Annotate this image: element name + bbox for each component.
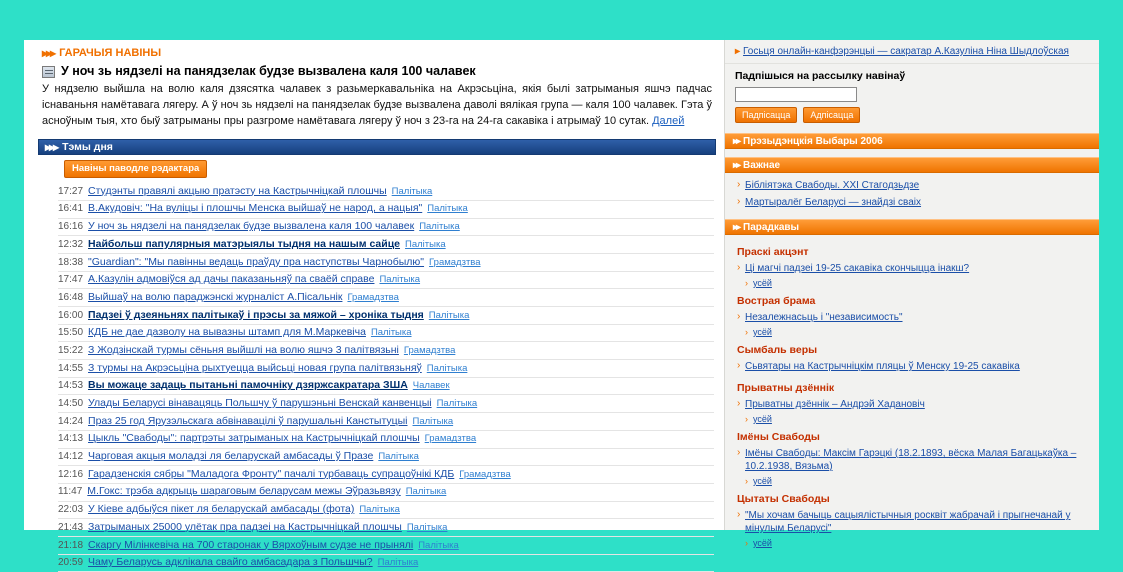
advice-block-title: Цытаты Свабоды xyxy=(737,493,830,505)
subscribe-title: Падпішыся на рассылку навінаў xyxy=(735,70,906,82)
news-time: 15:50 xyxy=(58,327,84,339)
section-bar-important-label: Важнае xyxy=(743,159,781,171)
news-title-link[interactable]: З Жодзінскай турмы сёньня выйшлі на волю яшчэ 3 палітвязьні xyxy=(88,343,399,356)
news-title-link[interactable]: Выйшаў на волю параджэнскі журналіст А.Пісальнік xyxy=(88,290,343,303)
tab-editor-news[interactable]: Навіны паводле рэдактара xyxy=(64,160,207,178)
news-title-link[interactable]: Затрыманых 25000 улётак пра падзеі на Кастрычніцкай плошчы xyxy=(88,520,402,533)
news-category-link[interactable]: Палітыка xyxy=(427,203,468,215)
news-title-link[interactable]: М.Гокс: трэба адкрыць шараговым беларусам межы Эўразьвязу xyxy=(87,485,401,498)
news-category-link[interactable]: Палітыка xyxy=(412,415,454,427)
news-time: 14:55 xyxy=(58,362,84,374)
news-time: 16:48 xyxy=(58,291,84,303)
advice-blocks xyxy=(725,235,1099,554)
news-time: 17:27 xyxy=(58,185,84,197)
news-row xyxy=(58,466,714,484)
news-category-link[interactable]: Палітыка xyxy=(405,486,447,498)
news-category-link[interactable]: Палітыка xyxy=(377,557,419,569)
news-title-link[interactable]: Студэнты правялі акцыю пратэсту на Кастрычніцкай плошчы xyxy=(88,184,387,197)
news-category-link[interactable]: Палітыка xyxy=(436,398,478,410)
news-row xyxy=(58,289,714,307)
news-category-link[interactable]: Палітыка xyxy=(378,451,419,463)
news-title-link[interactable]: Найбольш папулярныя матэрыялы тыдня на нашым сайце xyxy=(88,237,401,250)
online-conference-row xyxy=(725,40,1099,64)
advice-block-title: Прыватны дзённік xyxy=(737,382,835,394)
news-time: 21:43 xyxy=(58,521,84,533)
section-bar-elections xyxy=(725,133,1099,149)
news-list xyxy=(24,183,724,572)
lead-body xyxy=(24,78,724,135)
important-link[interactable]: › Мартыралёг Беларусі — знайдзі сваіх xyxy=(737,194,1089,211)
chevron-right-icon: ▸▸▸ xyxy=(42,46,55,60)
news-title-link[interactable]: Чарговая акцыя моладзі ля беларускай амбасады ў Празе xyxy=(88,450,374,463)
news-category-link[interactable]: Палітыка xyxy=(428,309,470,321)
news-category-link[interactable]: Палітыка xyxy=(406,521,448,533)
advice-block-more-link[interactable]: › усёй xyxy=(737,414,1089,424)
news-time: 14:24 xyxy=(58,415,84,427)
news-time: 18:38 xyxy=(58,256,84,268)
news-time: 11:47 xyxy=(58,486,83,498)
lead-story-header xyxy=(24,62,724,78)
news-time: 14:50 xyxy=(58,398,84,410)
advice-block-link[interactable]: › Незалежнасьць і "независимость" xyxy=(737,309,1089,326)
news-row xyxy=(58,484,714,502)
advice-block-more-link[interactable]: › усёй xyxy=(737,476,1089,486)
online-conference-link[interactable]: Госьця онлайн-канфэрэнцыі — сакратар А.Казуліна Ніна Шыдлоўская xyxy=(743,46,1069,57)
news-title-link[interactable]: Вы можаце задаць пытаньні памочніку дзяржсакратара ЗША xyxy=(88,379,408,392)
news-title-link[interactable]: У ноч зь нядзелі на панядзелак будзе вызвалена каля 100 чалавек xyxy=(88,220,415,233)
news-category-link[interactable]: Палітыка xyxy=(419,221,460,233)
news-row xyxy=(58,342,714,360)
advice-block-link[interactable]: › Імёны Свабоды: Максім Гарэцкі (18.2.1893, вёска Малая Багацькаўка – 10.2.1938, Вязьма) xyxy=(737,445,1089,475)
news-row xyxy=(58,360,714,378)
news-category-link[interactable]: Палітыка xyxy=(359,504,400,516)
news-time: 14:12 xyxy=(58,451,84,463)
advice-block-link[interactable]: › "Мы хочам бачыць сацыялістычныя росквіт жабрачай і прыгнечанай у мінулым Беларусі" xyxy=(737,507,1089,537)
news-title-link[interactable]: КДБ не дае дазволу на вывазны штамп для М.Маркевіча xyxy=(88,326,366,339)
advice-block-title: Сымбаль веры xyxy=(737,344,818,356)
news-category-link[interactable]: Палітыка xyxy=(426,362,468,374)
news-row xyxy=(58,325,714,343)
news-row xyxy=(58,307,714,325)
main-content-column xyxy=(24,40,724,569)
news-time: 17:47 xyxy=(58,274,84,286)
news-title-link[interactable]: Чаму Беларусь адклікала свайго амбасадара з Польшчы? xyxy=(88,556,373,569)
chevron-right-icon: ▸▸ xyxy=(733,135,740,147)
news-category-link[interactable]: Грамадзтва xyxy=(347,291,399,303)
section-title: Тэмы дня xyxy=(62,141,113,154)
chevron-right-icon: ▸▸ xyxy=(733,159,740,171)
lead-headline: У ноч зь нядзелі на панядзелак будзе вызвалена каля 100 чалавек xyxy=(61,64,476,78)
chevron-right-icon: ▸▸▸ xyxy=(45,140,58,155)
news-title-link[interactable]: В.Акудовіч: "На вуліцы і плошчы Менска выйшаў не народ, а нацыя" xyxy=(88,202,423,215)
advice-block-title: Вострая брама xyxy=(737,295,816,307)
news-category-link[interactable]: Палітыка xyxy=(379,274,421,286)
news-title-link[interactable]: А.Казулін адмовіўся ад дачы паказаньняў па сваёй справе xyxy=(88,273,375,286)
news-row xyxy=(58,272,714,290)
news-title-link[interactable]: У Кіеве адбыўся пікет ля беларускай амбасады (фота) xyxy=(88,503,355,516)
news-title-link[interactable]: З турмы на Акрэсьціна рыхтуецца выйсьці новая група палітвязьняў xyxy=(88,361,422,374)
news-time: 15:22 xyxy=(58,344,84,356)
section-bar-elections-label: Прэзыдэнцкія Выбары 2006 xyxy=(743,135,883,147)
advice-block-link[interactable]: › Ці магчі падзеі 19-25 сакавіка скончыцца інакш? xyxy=(737,260,1089,277)
hot-news-header xyxy=(24,40,724,62)
page-container xyxy=(24,40,1099,569)
news-title-link[interactable]: Падзеі ў дзеяньнях палітыкаў і прэсы за мяжой – хроніка тыдня xyxy=(88,308,424,321)
news-title-link[interactable]: Гарадзенскія сябры "Маладога Фронту" пачалі турбаваць супрацоўнікі КДБ xyxy=(88,467,455,480)
lead-more-link[interactable]: Далей xyxy=(652,114,685,127)
news-category-link[interactable]: Палітыка xyxy=(370,327,412,339)
sidebar-column xyxy=(724,40,1099,548)
news-time: 16:16 xyxy=(58,221,84,233)
news-category-link[interactable]: Грамадзтва xyxy=(424,433,477,445)
news-time: 12:32 xyxy=(58,238,84,250)
news-title-link[interactable]: Цыкль "Свабоды": партрэты затрыманых на Кастрычніцкай плошчы xyxy=(88,432,420,445)
section-bar-topics xyxy=(38,139,716,155)
news-title-link[interactable]: Улады Беларусі вінавацяць Польшчу ў парушэньні Венскай канвенцыі xyxy=(88,397,432,410)
news-row xyxy=(58,236,714,254)
news-row xyxy=(58,201,714,219)
news-category-link[interactable]: Грамадзтва xyxy=(429,256,481,268)
news-row xyxy=(58,378,714,396)
advice-block-more-link[interactable]: › усёй xyxy=(737,278,1089,288)
chevron-right-icon: ▸ xyxy=(735,46,739,57)
news-time: 14:53 xyxy=(58,380,84,392)
news-time: 12:16 xyxy=(58,468,84,480)
chevron-right-icon: ▸▸ xyxy=(733,221,740,233)
subscribe-email-input[interactable] xyxy=(735,87,857,102)
news-row xyxy=(58,413,714,431)
section-bar-advice xyxy=(725,219,1099,235)
news-title-link[interactable]: Скаргу Мілінкевіча на 700 старонак у Вярхоўным судзе не прынялі xyxy=(88,538,414,551)
news-time: 14:13 xyxy=(58,433,84,445)
unsubscribe-button[interactable]: Адпісацца xyxy=(803,107,860,123)
important-link[interactable]: › Бібліятэка Свабоды. XXI Стагодзьдзе xyxy=(737,177,1089,194)
advice-block-more-link[interactable]: › усёй xyxy=(737,327,1089,337)
news-row xyxy=(58,395,714,413)
section-bar-important xyxy=(725,157,1099,173)
advice-block-title: Імёны Свабоды xyxy=(737,431,820,443)
subscribe-buttons xyxy=(735,107,1089,123)
news-category-link[interactable]: Палітыка xyxy=(391,185,433,197)
document-icon xyxy=(42,66,55,78)
news-category-link[interactable]: Палітыка xyxy=(405,238,446,250)
advice-block-link[interactable]: › Сьвятары на Кастрычніцкім пляцы ў Менску 19-25 сакавіка xyxy=(737,358,1089,375)
news-time: 20:59 xyxy=(58,557,84,569)
news-row xyxy=(58,431,714,449)
news-row xyxy=(58,449,714,467)
section-bar-advice-label: Парадкавы xyxy=(743,221,800,233)
news-row xyxy=(58,555,714,572)
important-links-list xyxy=(725,173,1099,217)
news-row xyxy=(58,219,714,237)
news-time: 21:18 xyxy=(58,539,84,551)
news-time: 22:03 xyxy=(58,504,84,516)
news-row xyxy=(58,254,714,272)
lead-body-text: У нядзелю выйшла на волю каля дзясятка чалавек з разьмеркавальніка на Акрэсьціна, якія былі затрыманыя яшчэ падчас існаваньня намётавага лягеру. А ў ноч зь нядзелі на панядзелак будзе вызвалена даволі вялікая група — каля 100 чалавек. Гэта ў асноўным тыя, хто быў затрыманы пры разгроме намётавага лягеру ў ноч з 23-га на 24-га сакавіка і атрымаў 10 сутак. xyxy=(42,83,712,127)
news-category-link[interactable]: Грамадзтва xyxy=(459,468,511,480)
news-title-link[interactable]: Праз 25 год Ярузэльскага абвінавацілі ў парушальні Канстытуцыі xyxy=(88,414,408,427)
advice-block-title: Праскі акцэнт xyxy=(737,246,809,258)
news-row xyxy=(58,519,714,537)
news-time: 16:41 xyxy=(58,203,84,215)
news-category-link[interactable]: Грамадзтва xyxy=(403,344,456,356)
advice-block-link[interactable]: › Прыватны дзённік – Андрэй Хадановіч xyxy=(737,396,1089,413)
news-category-link[interactable]: Чалавек xyxy=(412,380,450,392)
news-time: 16:00 xyxy=(58,309,84,321)
news-title-link[interactable]: "Guardian": "Мы павінны ведаць праўду пра наступствы Чарнобылю" xyxy=(88,255,425,268)
news-row xyxy=(58,183,714,201)
news-category-link[interactable]: Палітыка xyxy=(418,539,459,551)
news-row xyxy=(58,537,714,555)
news-row xyxy=(58,502,714,520)
subscribe-section xyxy=(725,64,1099,131)
subscribe-button[interactable]: Падпісацца xyxy=(735,107,797,123)
advice-block-more-link[interactable]: › усёй xyxy=(737,538,1089,548)
hot-news-label: ГАРАЧЫЯ НАВІНЫ xyxy=(59,47,162,59)
